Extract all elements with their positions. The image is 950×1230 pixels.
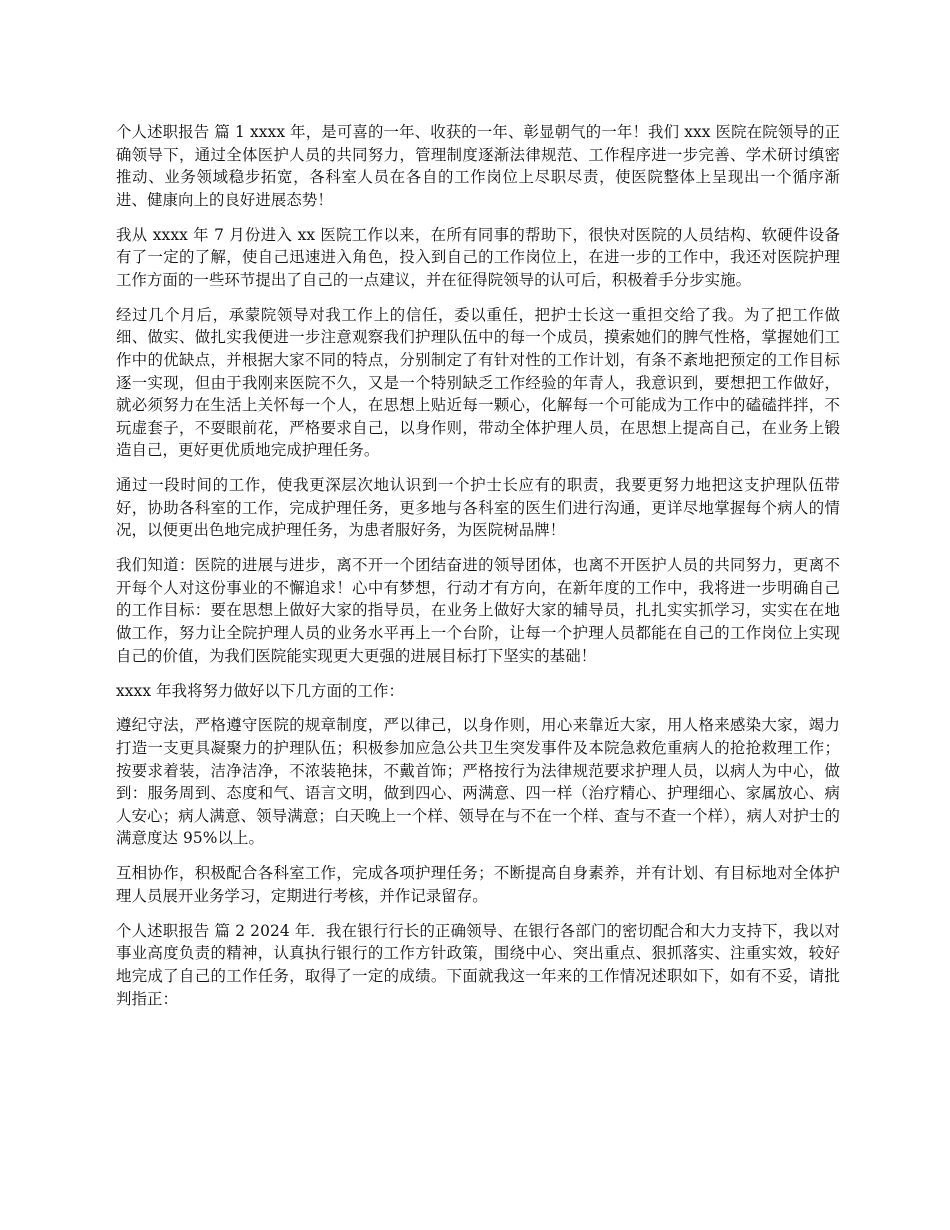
paragraph-work-plan-heading: xxxx 年我将努力做好以下几方面的工作： xyxy=(116,681,404,700)
paragraph-understanding-duties: 通过一段时间的工作，使我更深层次地认识到一个护士长应有的职责，我要更努力地把这支护理队伍带好，协助各科室的工作，完成护理任务，更多地与各科室的医生们进行沟通，更详尽地掌握每个病人的情况，以便更出色地完成护理任务，为患者服好务，为医院树品牌！ xyxy=(116,476,840,540)
paragraph-head-nurse-duty: 经过几个月后，承蒙院领导对我工作上的信任，委以重任，把护士长这一重担交给了我。为了把工作做细、做实、做扎实我便进一步注意观察我们护理队伍中的每一个成员，摸索她们的脾气性格，掌握她们工作中的优缺点，并根据大家不同的特点，分别制定了有针对性的工作计划，有条不紊地把预定的工作目标逐一实现，但由于我刚来医院不久，又是一个特别缺乏工作经验的年青人，我意识到，要想把工作做好，就必须努力在生活上关怀每一个人，在思想上贴近每一颗心，化解每一个可能成为工作中的磕磕拌拌，不玩虚套子，不耍眼前花，严格要求自己，以身作则，带动全体护理人员，在思想上提高自己，在业务上锻造自己，更好更优质地完成护理任务。 xyxy=(116,305,840,460)
paragraph-joining-hospital: 我从 xxxx 年 7 月份进入 xx 医院工作以来，在所有同事的帮助下，很快对医院的人员结构、软硬件设备有了一定的了解，使自己迅速进入角色，投入到自己的工作岗位上，在进一步的工作中，我还对医院护理工作方面的一些环节提出了自己的一点建议，并在征得院领导的认可后，积极着手分步实施。 xyxy=(116,225,840,289)
paragraph-cooperation: 互相协作，积极配合各科室工作，完成各项护理任务；不断提高自身素养，并有计划、有目标地对全体护理人员展开业务学习，定期进行考核，并作记录留存。 xyxy=(116,864,840,905)
paragraph-report-1-intro: 个人述职报告 篇 1 xxxx 年，是可喜的一年、收获的一年、彰显朝气的一年！我们 xxx 医院在院领导的正确领导下，通过全体医护人员的共同努力，管理制度逐渐法律规范、工作程序进一步完善、学术研讨缜密推动、业务领域稳步拓宽，各科室人员在各自的工作岗位上尽职尽责，使医院整体上呈现出一个循序渐进、健康向上的良好进展态势！ xyxy=(116,123,840,209)
document-body xyxy=(116,121,840,1022)
paragraph-goals: 我们知道：医院的进展与进步，离不开一个团结奋进的领导团体，也离不开医护人员的共同努力，更离不开每个人对这份事业的不懈追求！心中有梦想，行动才有方向，在新年度的工作中，我将进一步明确自己的工作目标：要在思想上做好大家的指导员，在业务上做好大家的辅导员，扎扎实实抓学习，实实在在地做工作，努力让全院护理人员的业务水平再上一个台阶，让每一个护理人员都能在自己的工作岗位上实现自己的价值，为我们医院能实现更大更强的进展目标打下坚实的基础！ xyxy=(116,556,840,665)
paragraph-report-2-intro: 个人述职报告 篇 2 2024 年．我在银行行长的正确领导、在银行各部门的密切配合和大力支持下，我以对事业高度负责的精神，认真执行银行的工作方针政策，围绕中心、突出重点、狠抓落实、注重实效，较好地完成了自己的工作任务，取得了一定的成绩。下面就我这一年来的工作情况述职如下，如有不妥，请批判指正： xyxy=(116,921,840,1008)
paragraph-discipline: 遵纪守法，严格遵守医院的规章制度，严以律己，以身作则，用心来靠近大家，用人格来感染大家，竭力打造一支更具凝聚力的护理队伍；积极参加应急公共卫生突发事件及本院急救危重病人的抢抢救理工作；按要求着装，洁净洁净，不浓装艳抹，不戴首饰；严格按行为法律规范要求护理人员，以病人为中心，做到：服务周到、态度和气、语言文明，做到四心、两满意、四一样（治疗精心、护理细心、家属放心、病人安心；病人满意、领导满意；白天晚上一个样、领导在与不在一个样、查与不查一个样），病人对护士的满意度达 95%以上。 xyxy=(116,716,840,848)
